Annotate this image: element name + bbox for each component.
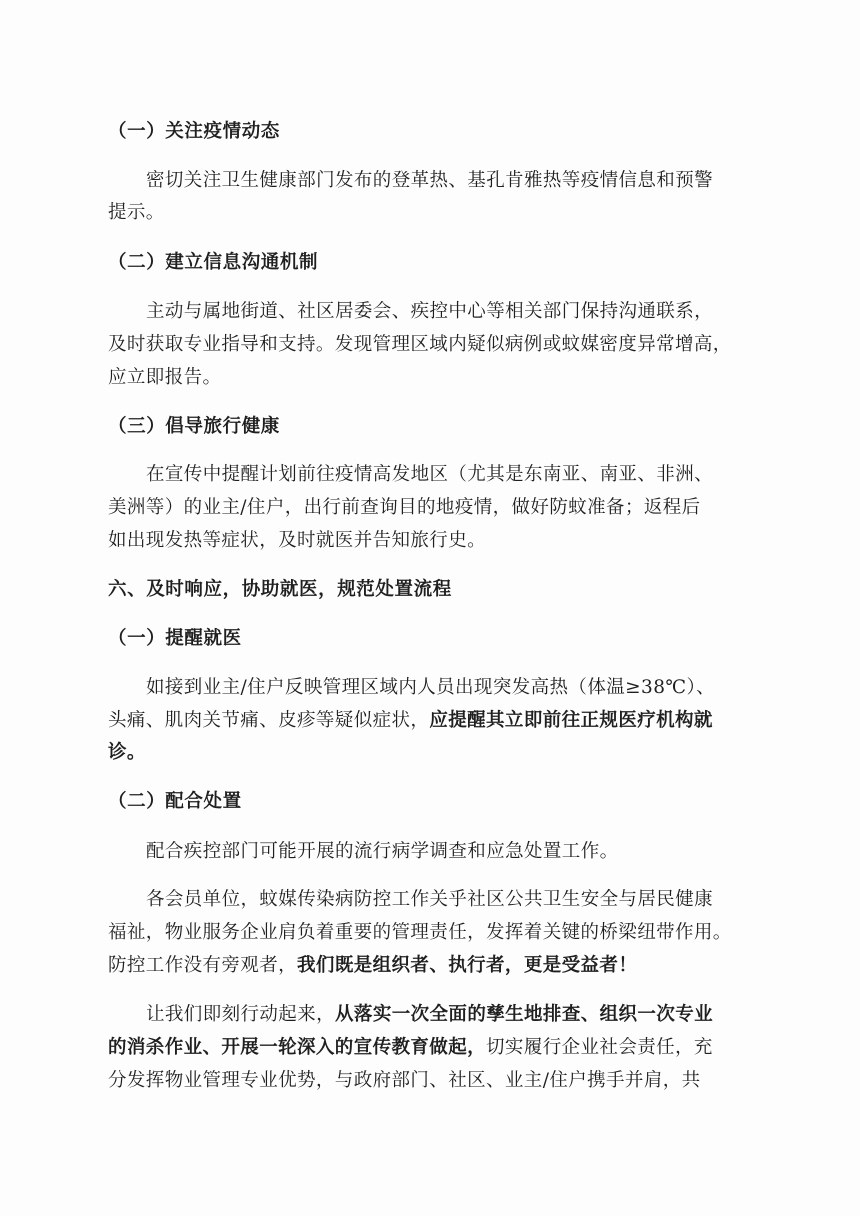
paragraph-line xyxy=(108,1036,713,1060)
paragraph-line xyxy=(146,1003,713,1027)
text-run: 防控工作没有旁观者， xyxy=(108,955,298,976)
paragraph-line: 配合疾控部门可能开展的流行病学调查和应急处置工作。 xyxy=(146,841,619,862)
section-heading-1: （一）关注疫情动态 xyxy=(108,121,280,142)
emphasis-text: 应提醒其立即前往正规医疗机构就 xyxy=(429,710,713,731)
paragraph-line: 在宣传中提醒计划前往疫情高发地区（尤其是东南亚、南亚、非洲、 xyxy=(146,464,714,485)
paragraph-line: 如接到业主/住户反映管理区域内人员出现突发高热（体温≥38℃）、 xyxy=(146,677,716,698)
paragraph-line: 分发挥物业管理专业优势，与政府部门、社区、业主/住户携手并肩，共 xyxy=(108,1070,701,1091)
paragraph-line: 诊。 xyxy=(108,742,146,763)
paragraph-line: 提示。 xyxy=(108,202,165,223)
paragraph-line: 密切关注卫生健康部门发布的登革热、基孔肯雅热等疫情信息和预警 xyxy=(146,170,714,191)
paragraph-line xyxy=(108,954,637,978)
section-heading-6-1: （一）提醒就医 xyxy=(108,628,242,649)
paragraph-line: 及时获取专业指导和支持。发现管理区域内疑似病例或蚊媒密度异常增高， xyxy=(108,334,732,355)
paragraph-line: 应立即报告。 xyxy=(108,367,222,388)
paragraph-line: 主动与属地街道、社区居委会、疾控中心等相关部门保持沟通联系， xyxy=(146,301,714,322)
paragraph-line: 如出现发热等症状，及时就医并告知旅行史。 xyxy=(108,530,487,551)
emphasis-text: 的消杀作业、开展一轮深入的宣传教育做起， xyxy=(108,1037,487,1058)
text-run: 切实履行企业社会责任，充 xyxy=(486,1037,713,1058)
paragraph-line: 福祉，物业服务企业肩负着重要的管理责任，发挥着关键的桥梁纽带作用。 xyxy=(108,922,732,943)
emphasis-text: 我们既是组织者、执行者，更是受益者！ xyxy=(297,955,638,976)
paragraph-line: 各会员单位，蚊媒传染病防控工作关乎社区公共卫生安全与居民健康 xyxy=(146,889,714,910)
chapter-heading-6: 六、及时响应，协助就医，规范处置流程 xyxy=(108,579,452,600)
text-run: 头痛、肌肉关节痛、皮疹等疑似症状， xyxy=(108,710,430,731)
section-heading-3: （三）倡导旅行健康 xyxy=(108,416,280,437)
text-run: 让我们即刻行动起来， xyxy=(146,1004,336,1025)
section-heading-2: （二）建立信息沟通机制 xyxy=(108,252,319,273)
paragraph-line xyxy=(108,709,713,733)
section-heading-6-2: （二）配合处置 xyxy=(108,791,242,812)
paragraph-line: 美洲等）的业主/住户，出行前查询目的地疫情，做好防蚊准备；返程后 xyxy=(108,497,701,518)
emphasis-text: 从落实一次全面的孳生地排查、组织一次专业 xyxy=(335,1004,714,1025)
